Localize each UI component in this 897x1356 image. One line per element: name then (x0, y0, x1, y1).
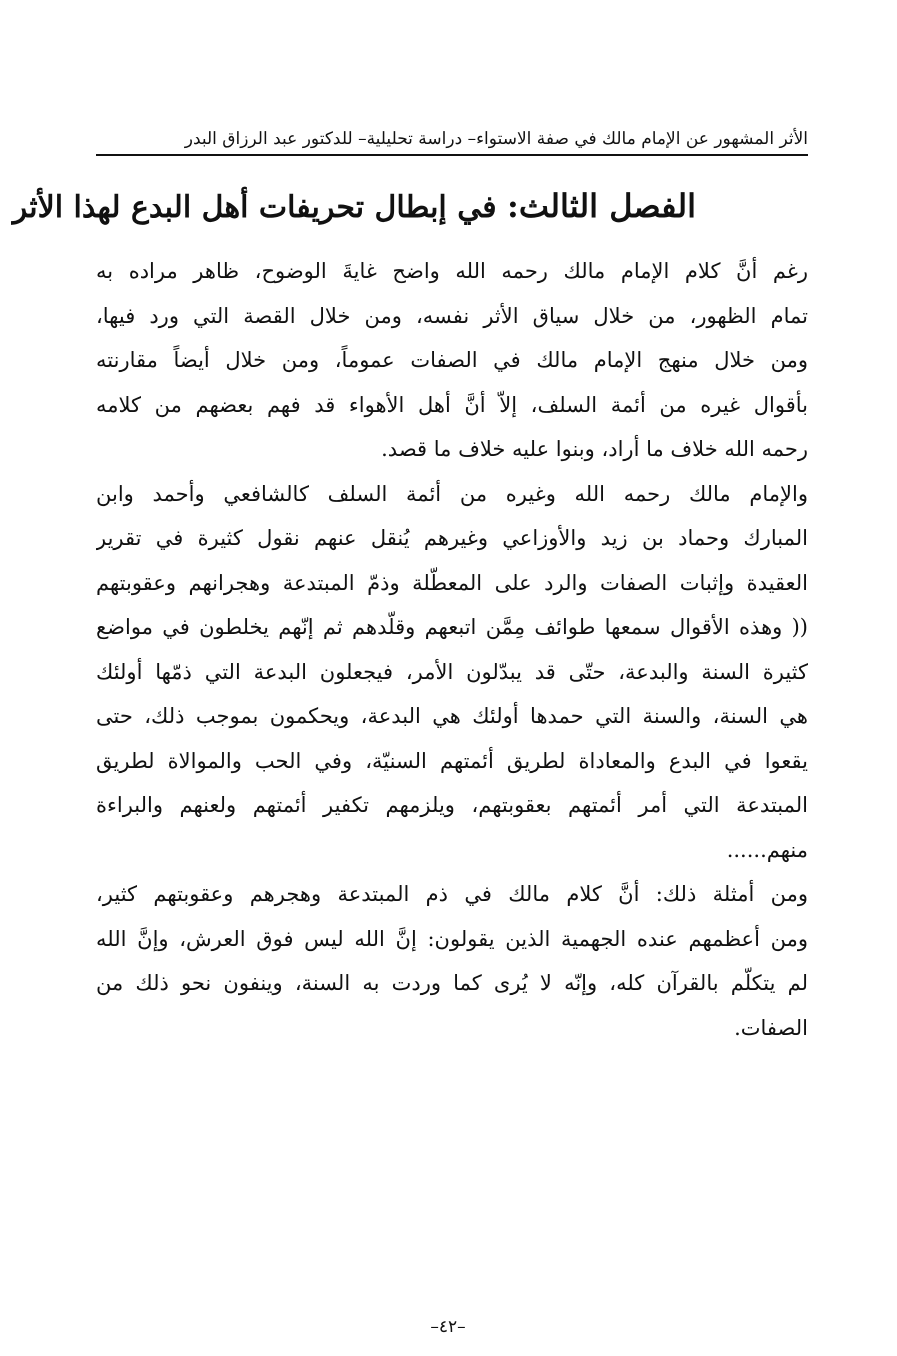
chapter-title: في إبطال تحريفات أهل البدع لهذا الأثر (12, 190, 497, 225)
text-line: لم يتكلّم بالقرآن كله، وإنّه لا يُرى كما وردت به السنة، وينفون نحو ذلك من (96, 971, 808, 995)
paragraph-1 (96, 249, 808, 472)
text-line: ومن خلال منهج الإمام مالك في الصفات عموماً، ومن خلال أيضاً مقارنته (96, 348, 808, 372)
text-line: تمام الظهور، من خلال سياق الأثر نفسه، ومن خلال القصة التي ورد فيها، (96, 303, 808, 328)
text-line: (( وهذه الأقوال سمعها طوائف مِمَّن اتبعهم وقلّدهم ثم إنّهم يخلطون في مواضع (96, 615, 808, 639)
paragraph-3 (96, 872, 808, 1050)
text-line: المبتدعة التي أمر أئمتهم بعقوبتهم، ويلزمهم تكفير أئمتهم ولعنهم والبراءة (96, 793, 808, 817)
text-line: رغم أنَّ كلام الإمام مالك رحمه الله واضح غايةَ الوضوح، ظاهر مراده به (96, 259, 808, 283)
running-header: الأثر المشهور عن الإمام مالك في صفة الاستواء– دراسة تحليلية– للدكتور عبد الرزاق البدر (184, 129, 808, 149)
page-number: –٤٢– (430, 1317, 466, 1337)
chapter-heading (12, 180, 696, 232)
text-line: المبارك وحماد بن زيد والأوزاعي وغيرهم يُنقل عنهم نقول كثيرة في تقرير (96, 526, 808, 550)
chapter-label: الفصل الثالث: (507, 187, 696, 225)
text-line: منهم...... (726, 837, 808, 862)
text-line: والإمام مالك رحمه الله وغيره من أئمة السلف كالشافعي وأحمد وابن (96, 481, 808, 506)
paragraph-2 (96, 472, 808, 873)
text-line: العقيدة وإثبات الصفات والرد على المعطّلة وذمّ المبتدعة وهجرانهم وعقوبتهم (96, 570, 808, 595)
text-line: هي السنة، والسنة التي حمدها أولئك هي البدعة، ويحكمون بموجب ذلك، حتى (96, 704, 808, 728)
text-line: الصفات. (734, 1015, 808, 1040)
header-rule (96, 154, 808, 156)
text-line: كثيرة السنة والبدعة، حتّى قد يبدّلون الأمر، فيجعلون البدعة التي ذمّها أولئك (96, 659, 808, 684)
text-line: يقعوا في البدع والمعاداة لطريق أئمتهم السنيّة، وفي الحب والموالاة لطريق (96, 748, 808, 773)
text-line: رحمه الله خلاف ما أراد، وبنوا عليه خلاف ما قصد. (381, 437, 808, 461)
text-line: بأقوال غيره من أئمة السلف، إلاّ أنَّ أهل الأهواء قد فهم بعضهم من كلامه (96, 392, 808, 417)
text-line: ومن أمثلة ذلك: أنَّ كلام مالك في ذم المبتدعة وهجرهم وعقوبتهم كثير، (96, 882, 808, 906)
body-text (96, 249, 808, 1050)
text-line: ومن أعظمهم عنده الجهمية الذين يقولون: إنَّ الله ليس فوق العرش، وإنَّ الله (96, 926, 808, 951)
